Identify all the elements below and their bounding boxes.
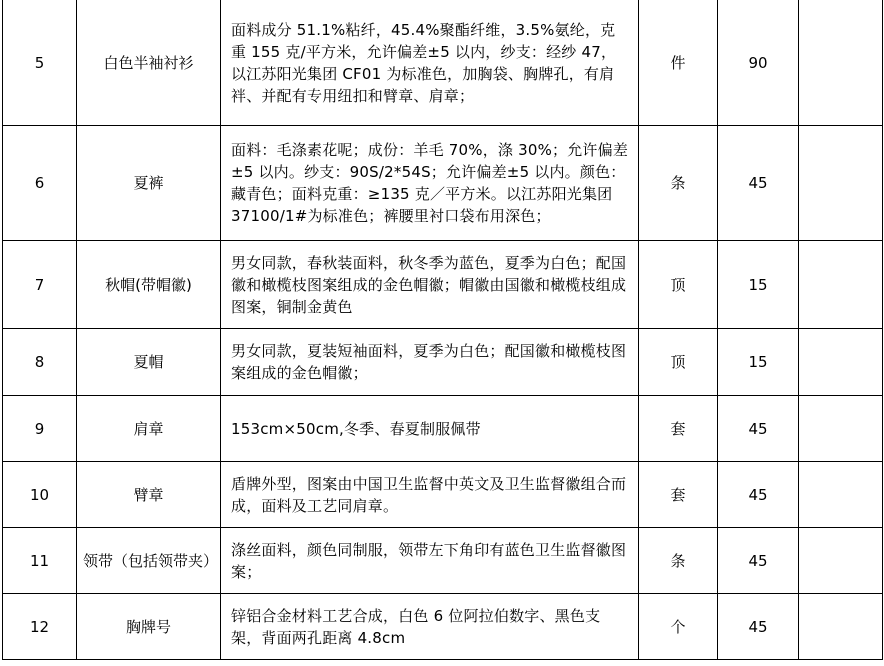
- item-note: [799, 0, 883, 126]
- row-number: 12: [3, 594, 77, 660]
- item-note: [799, 462, 883, 528]
- row-number: 9: [3, 396, 77, 462]
- item-note: [799, 528, 883, 594]
- item-specification: 153cm×50cm,冬季、春夏制服佩带: [221, 396, 639, 462]
- specification-table: [2, 0, 883, 660]
- item-unit: 顶: [639, 329, 718, 396]
- table-row: [3, 126, 883, 241]
- row-number: 5: [3, 0, 77, 126]
- item-specification: 面料：毛涤素花呢；成份：羊毛 70%，涤 30%；允许偏差±5 以内。纱支：90S/2*54S；允许偏差±5 以内。颜色：藏青色；面料克重：≥135 克／平方米。以江苏阳光集团 37100/1#为标准色；裤腰里衬口袋布用深色；: [221, 126, 639, 241]
- table-row: [3, 0, 883, 126]
- item-quantity: 15: [718, 241, 799, 329]
- item-name: 白色半袖衬衫: [77, 0, 221, 126]
- item-unit: 条: [639, 126, 718, 241]
- item-unit: 件: [639, 0, 718, 126]
- item-note: [799, 594, 883, 660]
- item-specification: 盾牌外型，图案由中国卫生监督中英文及卫生监督徽组合而成，面料及工艺同肩章。: [221, 462, 639, 528]
- item-quantity: 15: [718, 329, 799, 396]
- table-row: [3, 329, 883, 396]
- item-specification: 男女同款，春秋装面料，秋冬季为蓝色，夏季为白色；配国徽和橄榄枝图案组成的金色帽徽；帽徽由国徽和橄榄枝组成图案，铜制金黄色: [221, 241, 639, 329]
- item-name: 肩章: [77, 396, 221, 462]
- table-row: [3, 462, 883, 528]
- table-row: [3, 594, 883, 660]
- item-quantity: 90: [718, 0, 799, 126]
- item-specification: 男女同款，夏装短袖面料，夏季为白色；配国徽和橄榄枝图案组成的金色帽徽；: [221, 329, 639, 396]
- row-number: 11: [3, 528, 77, 594]
- item-unit: 顶: [639, 241, 718, 329]
- item-quantity: 45: [718, 594, 799, 660]
- item-quantity: 45: [718, 126, 799, 241]
- item-note: [799, 126, 883, 241]
- row-number: 7: [3, 241, 77, 329]
- item-note: [799, 241, 883, 329]
- item-quantity: 45: [718, 396, 799, 462]
- table-row: [3, 528, 883, 594]
- item-name: 领带（包括领带夹）: [77, 528, 221, 594]
- item-quantity: 45: [718, 528, 799, 594]
- item-specification: 锌铝合金材料工艺合成，白色 6 位阿拉伯数字、黑色支架，背面两孔距离 4.8cm: [221, 594, 639, 660]
- table-row: [3, 241, 883, 329]
- row-number: 10: [3, 462, 77, 528]
- item-name: 臂章: [77, 462, 221, 528]
- row-number: 8: [3, 329, 77, 396]
- item-name: 胸牌号: [77, 594, 221, 660]
- item-unit: 套: [639, 462, 718, 528]
- item-unit: 条: [639, 528, 718, 594]
- row-number: 6: [3, 126, 77, 241]
- item-name: 秋帽(带帽徽): [77, 241, 221, 329]
- item-specification: 涤丝面料，颜色同制服，领带左下角印有蓝色卫生监督徽图案；: [221, 528, 639, 594]
- item-note: [799, 396, 883, 462]
- item-unit: 个: [639, 594, 718, 660]
- item-name: 夏帽: [77, 329, 221, 396]
- item-specification: 面料成分 51.1%粘纤，45.4%聚酯纤维，3.5%氨纶，克重 155 克/平方米，允许偏差±5 以内，纱支：经纱 47，以江苏阳光集团 CF01 为标准色，加胸袋、胸牌孔，有肩袢、并配有专用纽扣和臂章、肩章；: [221, 0, 639, 126]
- item-note: [799, 329, 883, 396]
- item-name: 夏裤: [77, 126, 221, 241]
- item-quantity: 45: [718, 462, 799, 528]
- table-row: [3, 396, 883, 462]
- item-unit: 套: [639, 396, 718, 462]
